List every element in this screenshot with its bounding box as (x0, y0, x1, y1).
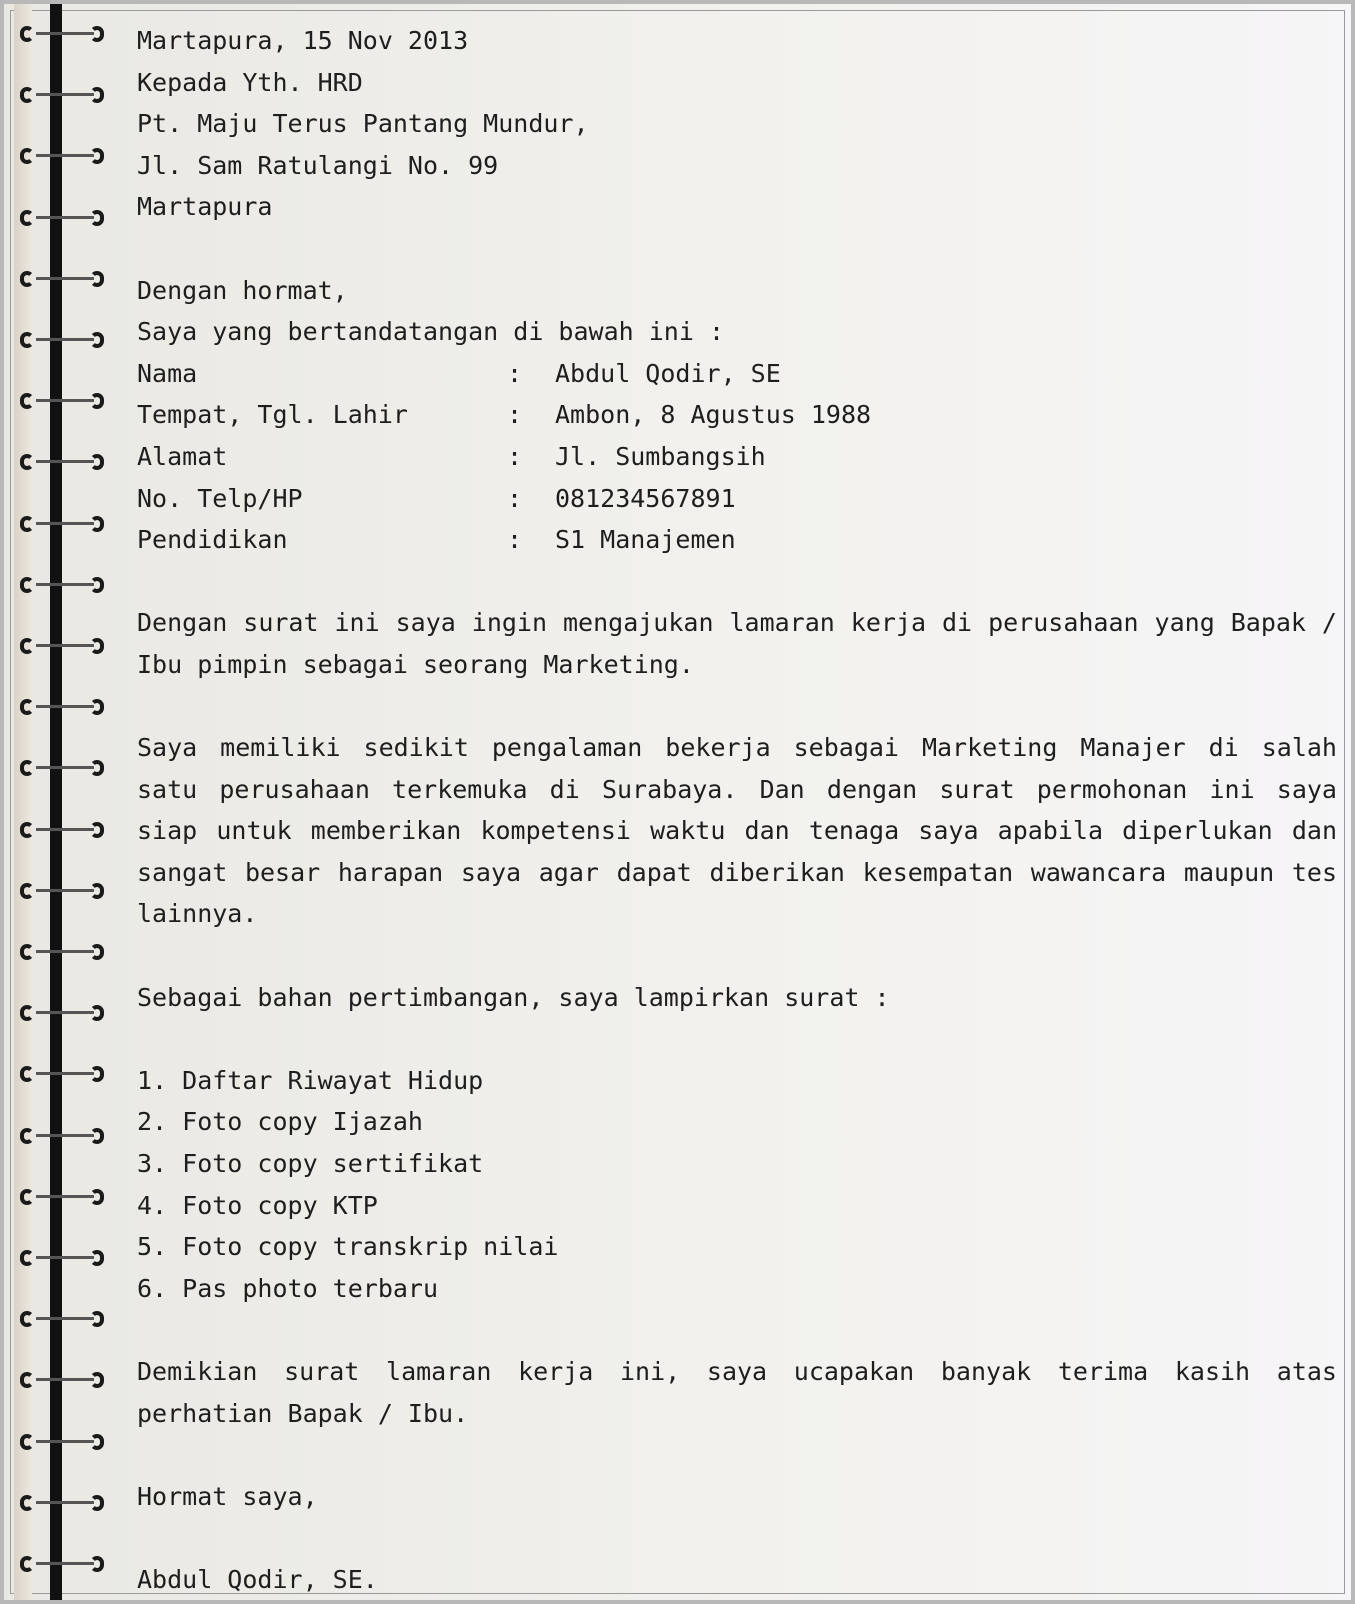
field-value: Ambon, 8 Agustus 1988 (555, 400, 872, 430)
ring-wire (36, 950, 94, 953)
spiral-ring (20, 85, 110, 109)
blank-line (137, 935, 1337, 977)
ring-wire (36, 1501, 94, 1504)
spiral-ring (20, 391, 110, 415)
field-colon: : (507, 525, 523, 555)
ring-hook-left (20, 699, 34, 715)
signature-name: Abdul Qodir, SE. (137, 1564, 378, 1594)
attachment-item: 4. Foto copy KTP (137, 1190, 378, 1220)
spiral-ring (20, 697, 110, 721)
ring-hook-right (90, 332, 104, 348)
ring-hook-right (90, 1495, 104, 1511)
ring-hook-left (20, 393, 34, 409)
ring-hook-left (20, 1311, 34, 1327)
blank-line (137, 1434, 1337, 1476)
applicant-row (137, 519, 1337, 561)
ring-hook-left (20, 26, 34, 42)
ring-wire (36, 522, 94, 525)
attachment-item: 3. Foto copy sertifikat (137, 1149, 484, 1179)
ring-hook-right (90, 87, 104, 103)
spiral-ring (20, 820, 110, 844)
attachment-item: 2. Foto copy Ijazah (137, 1107, 423, 1137)
ring-wire (36, 828, 94, 831)
ring-hook-left (20, 1556, 34, 1572)
paragraph-purpose: Dengan surat ini saya ingin mengajukan lamaran kerja di perusahaan yang Bapak / Ibu pimpin sebagai seorang Marketing. (137, 608, 1337, 679)
ring-hook-right (90, 1372, 104, 1388)
ring-hook-left (20, 944, 34, 960)
spiral-ring (20, 942, 110, 966)
ring-hook-left (20, 1434, 34, 1450)
ring-wire (36, 460, 94, 463)
ring-hook-right (90, 577, 104, 593)
paragraph-experience: Saya memiliki sedikit pengalaman bekerja sebagai Marketing Manajer di salah satu perusahaan terkemuka di Surabaya. Dan dengan surat permohonan ini saya siap untuk memberikan kompetensi waktu dan tenaga saya apabila diperlukan dan sangat besar harapan saya agar dapat diberikan kesempatan wawancara maupun tes lainnya. (137, 733, 1337, 929)
ring-hook-right (90, 1066, 104, 1082)
ring-hook-right (90, 516, 104, 532)
field-value: S1 Manajemen (555, 525, 736, 555)
ring-wire (36, 1195, 94, 1198)
attachment-item: 6. Pas photo terbaru (137, 1273, 439, 1303)
attachment-item: 1. Daftar Riwayat Hidup (137, 1065, 484, 1095)
ring-hook-left (20, 454, 34, 470)
ring-hook-right (90, 1434, 104, 1450)
intro-line: Saya yang bertandatangan di bawah ini : (137, 317, 724, 347)
recipient-line: Kepada Yth. HRD (137, 67, 363, 97)
ring-wire (36, 1317, 94, 1320)
spiral-ring (20, 452, 110, 476)
spiral-ring (20, 1003, 110, 1027)
ring-wire (36, 338, 94, 341)
closing-paragraph: Demikian surat lamaran kerja ini, saya ucapakan banyak terima kasih atas perhatian Bapak / Ibu. (137, 1357, 1337, 1428)
ring-wire (36, 216, 94, 219)
field-value: Abdul Qodir, SE (555, 358, 781, 388)
ring-hook-right (90, 944, 104, 960)
ring-hook-left (20, 638, 34, 654)
field-value: 081234567891 (555, 483, 736, 513)
ring-hook-right (90, 699, 104, 715)
field-label: Alamat (137, 441, 228, 471)
applicant-row (137, 353, 1337, 395)
spiral-ring (20, 758, 110, 782)
blank-line (137, 228, 1337, 270)
field-colon: : (507, 483, 523, 513)
field-label: Pendidikan (137, 525, 288, 555)
ring-hook-left (20, 148, 34, 164)
ring-hook-right (90, 822, 104, 838)
recipient-line: Pt. Maju Terus Pantang Mundur, (137, 109, 589, 139)
ring-hook-left (20, 883, 34, 899)
field-colon: : (507, 441, 523, 471)
ring-wire (36, 154, 94, 157)
ring-hook-right (90, 210, 104, 226)
field-colon: : (507, 400, 523, 430)
ring-wire (36, 1134, 94, 1137)
ring-hook-right (90, 1311, 104, 1327)
ring-wire (36, 32, 94, 35)
ring-wire (36, 1440, 94, 1443)
blank-line (137, 686, 1337, 728)
spiral-ring (20, 24, 110, 48)
ring-wire (36, 644, 94, 647)
ring-wire (36, 1256, 94, 1259)
field-label: Nama (137, 358, 198, 388)
ring-hook-left (20, 1372, 34, 1388)
spiral-ring (20, 1064, 110, 1088)
ring-hook-left (20, 210, 34, 226)
spiral-ring (20, 1126, 110, 1150)
field-label: Tempat, Tgl. Lahir (137, 400, 408, 430)
ring-hook-left (20, 1005, 34, 1021)
ring-wire (36, 277, 94, 280)
applicant-row (137, 436, 1337, 478)
field-value: Jl. Sumbangsih (555, 441, 766, 471)
ring-hook-right (90, 1189, 104, 1205)
blank-line (137, 1309, 1337, 1351)
ring-hook-right (90, 271, 104, 287)
spiral-ring (20, 1432, 110, 1456)
ring-wire (36, 1378, 94, 1381)
ring-hook-right (90, 1556, 104, 1572)
field-colon: : (507, 358, 523, 388)
ring-wire (36, 583, 94, 586)
recipient-line: Jl. Sam Ratulangi No. 99 (137, 150, 499, 180)
spiral-ring (20, 1248, 110, 1272)
ring-wire (36, 1072, 94, 1075)
ring-wire (36, 705, 94, 708)
ring-wire (36, 399, 94, 402)
ring-hook-right (90, 760, 104, 776)
ring-hook-right (90, 1128, 104, 1144)
ring-wire (36, 1562, 94, 1565)
spiral-ring (20, 146, 110, 170)
ring-wire (36, 93, 94, 96)
ring-hook-right (90, 148, 104, 164)
spiral-ring (20, 1370, 110, 1394)
greeting: Dengan hormat, (137, 275, 348, 305)
applicant-row (137, 478, 1337, 520)
blank-line (137, 1517, 1337, 1559)
blank-line (137, 561, 1337, 603)
ring-hook-left (20, 516, 34, 532)
ring-wire (36, 766, 94, 769)
spiral-ring (20, 269, 110, 293)
ring-wire (36, 1011, 94, 1014)
ring-hook-right (90, 1250, 104, 1266)
place-date: Martapura, 15 Nov 2013 (137, 26, 469, 55)
ring-hook-left (20, 1495, 34, 1511)
ring-hook-left (20, 822, 34, 838)
ring-hook-right (90, 26, 104, 42)
ring-hook-left (20, 1250, 34, 1266)
ring-hook-right (90, 393, 104, 409)
sign-off: Hormat saya, (137, 1481, 318, 1511)
ring-hook-right (90, 1005, 104, 1021)
ring-hook-left (20, 1066, 34, 1082)
spiral-ring (20, 514, 110, 538)
ring-hook-left (20, 577, 34, 593)
ring-wire (36, 889, 94, 892)
ring-hook-left (20, 1189, 34, 1205)
spiral-ring (20, 330, 110, 354)
field-label: No. Telp/HP (137, 483, 303, 513)
spiral-ring (20, 1493, 110, 1517)
ring-hook-left (20, 332, 34, 348)
spiral-ring (20, 636, 110, 660)
spiral-ring (20, 1187, 110, 1211)
ring-hook-right (90, 454, 104, 470)
spiral-ring (20, 208, 110, 232)
attachment-item: 5. Foto copy transkrip nilai (137, 1232, 559, 1262)
ring-hook-right (90, 883, 104, 899)
spiral-ring (20, 575, 110, 599)
ring-hook-left (20, 271, 34, 287)
ring-hook-left (20, 1128, 34, 1144)
blank-line (137, 1018, 1337, 1060)
ring-hook-left (20, 760, 34, 776)
applicant-row (137, 394, 1337, 436)
recipient-line: Martapura (137, 192, 273, 222)
attachments-intro: Sebagai bahan pertimbangan, saya lampirkan surat : (137, 982, 890, 1012)
spiral-ring (20, 1554, 110, 1578)
ring-hook-left (20, 87, 34, 103)
spiral-ring (20, 881, 110, 905)
spiral-rings (4, 4, 114, 1604)
ring-hook-right (90, 638, 104, 654)
job-application-letter (137, 20, 1337, 1601)
spiral-ring (20, 1309, 110, 1333)
